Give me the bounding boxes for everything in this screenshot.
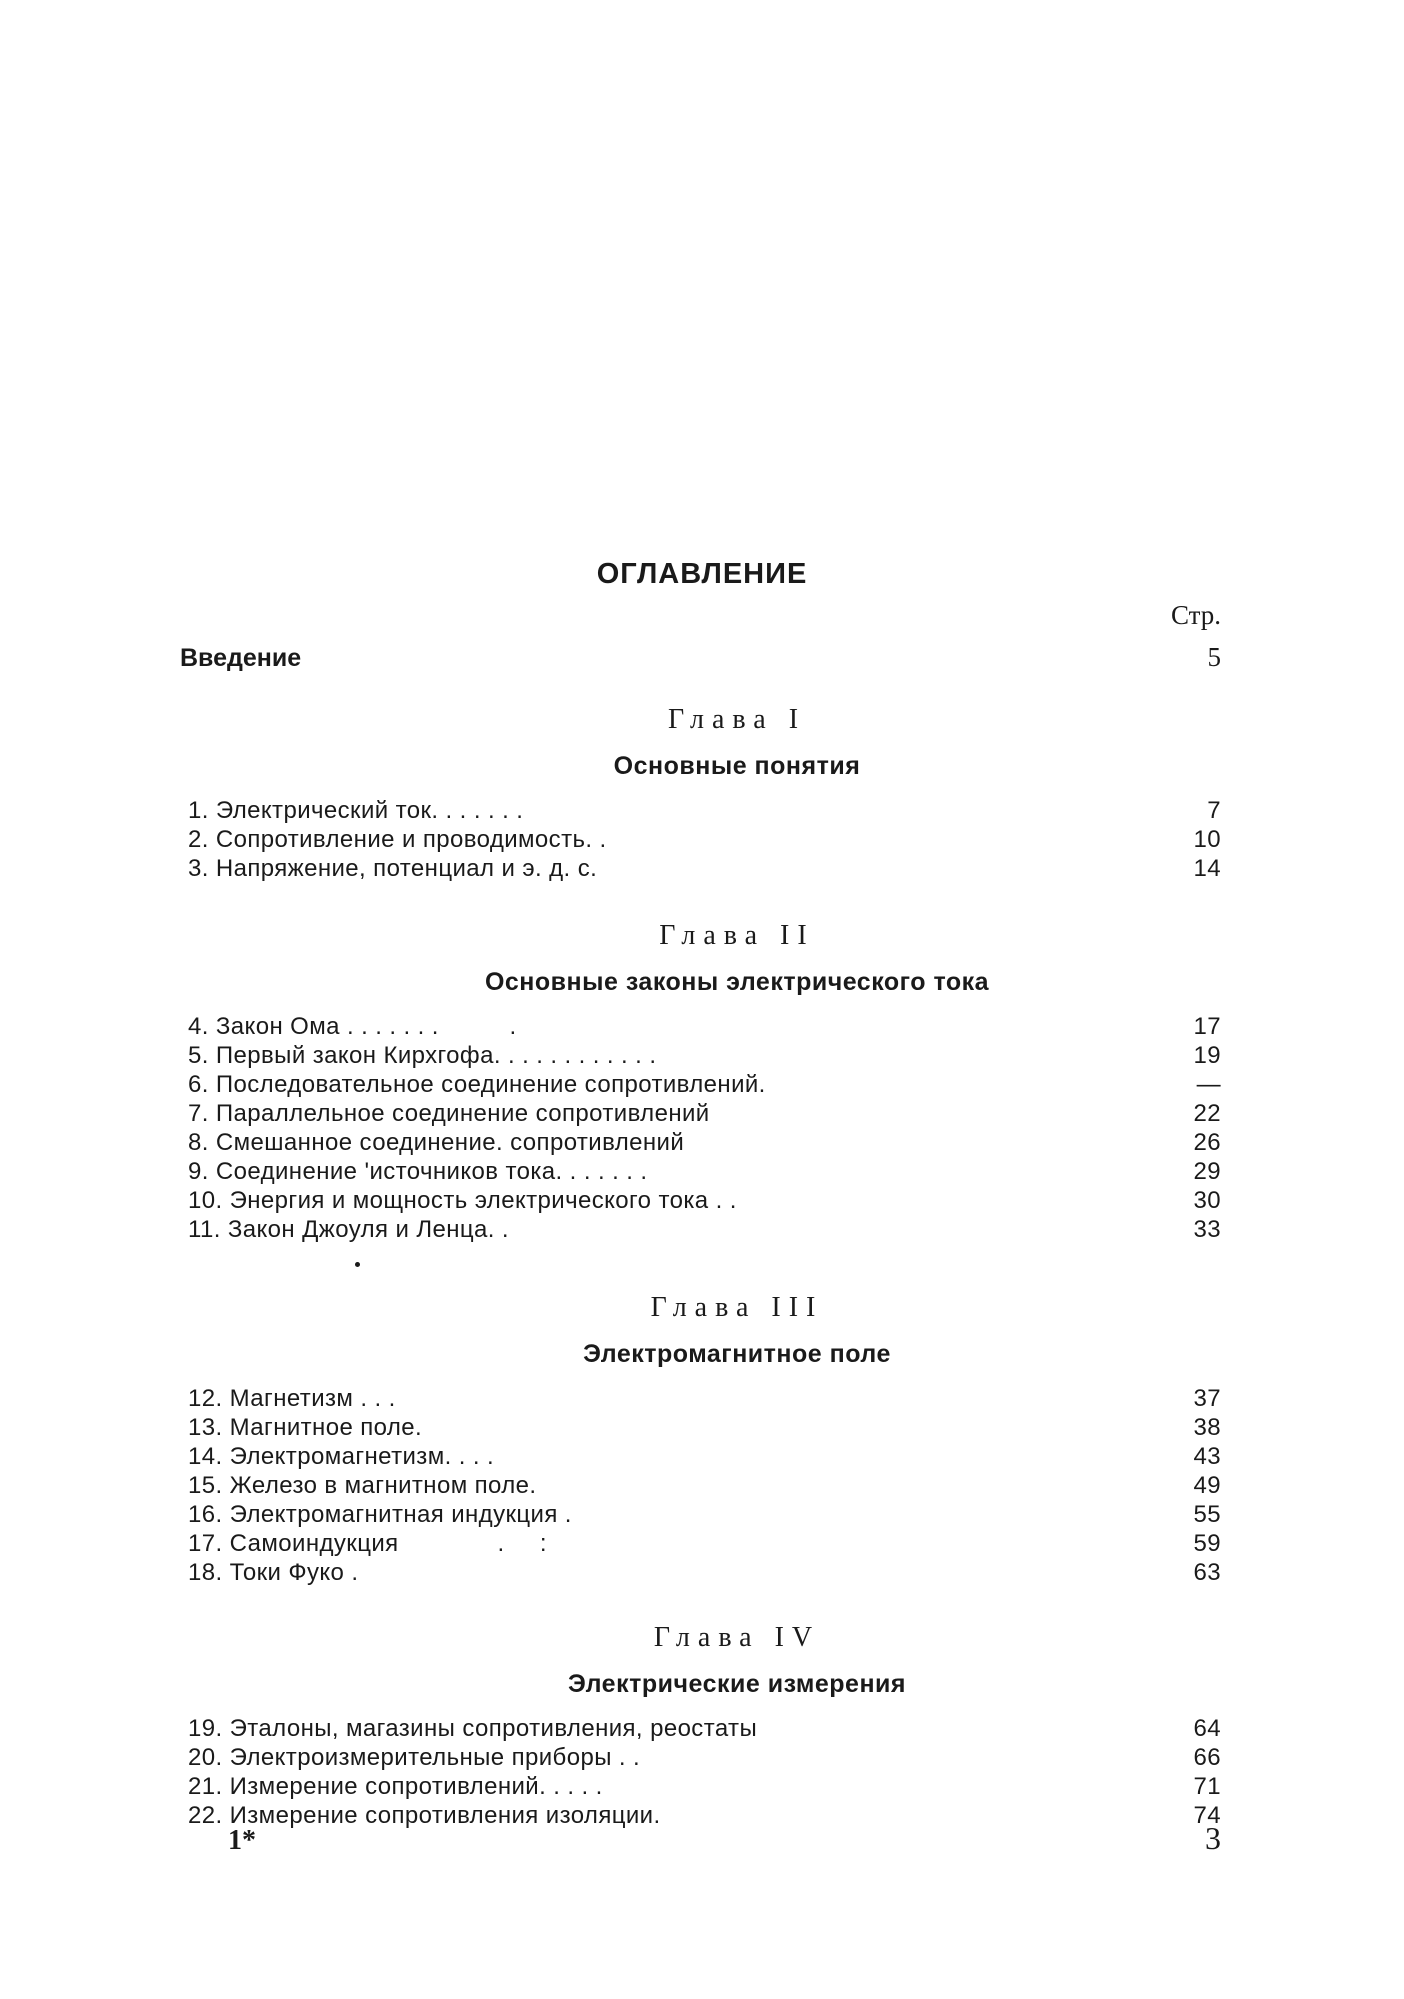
toc-entry-label: 6. Последовательное соединение сопротивлений.	[188, 1071, 766, 1098]
stray-dot	[355, 1262, 360, 1267]
toc-entry-page: 64	[1193, 1715, 1221, 1742]
toc-entry-label: 22. Измерение сопротивления изоляции.	[188, 1802, 661, 1829]
toc-entry	[188, 1772, 1221, 1801]
chapter-4	[0, 1620, 1404, 1830]
toc-entry-label: 15. Железо в магнитном поле.	[188, 1472, 537, 1499]
toc-entries	[188, 1714, 1221, 1830]
toc-entry-label: 9. Соединение 'источников тока. . . . . . .	[188, 1158, 648, 1185]
toc-entry	[188, 1215, 1221, 1244]
toc-entry-label: 21. Измерение сопротивлений. . . . .	[188, 1773, 603, 1800]
toc-entry-page: 74	[1193, 1802, 1221, 1829]
toc-entry-label: 16. Электромагнитная индукция .	[188, 1501, 572, 1528]
signature-mark: 1*	[228, 1825, 256, 1856]
chapter-1	[0, 702, 1404, 883]
toc-entry	[188, 1128, 1221, 1157]
toc-entry-label: 2. Сопротивление и проводимость. .	[188, 826, 607, 853]
toc-entry	[188, 1041, 1221, 1070]
toc-entry	[188, 825, 1221, 854]
toc-entry	[188, 1157, 1221, 1186]
page-number: 3	[1205, 1820, 1221, 1856]
page-title: ОГЛАВЛЕНИЕ	[596, 558, 808, 590]
toc-entry-page: 30	[1193, 1187, 1221, 1214]
toc-entry	[188, 1471, 1221, 1500]
toc-entry-intro	[180, 642, 1221, 673]
toc-entry-page: 66	[1193, 1744, 1221, 1771]
toc-entry	[188, 1186, 1221, 1215]
toc-entry-label: 1. Электрический ток. . . . . . .	[188, 797, 524, 824]
toc-entry	[188, 854, 1221, 883]
toc-entry	[188, 1558, 1221, 1587]
toc-entry	[188, 1714, 1221, 1743]
chapter-3	[0, 1290, 1404, 1587]
toc-entry-page: 10	[1193, 826, 1221, 853]
chapter-title: Электрические измерения	[567, 1670, 907, 1698]
toc-entry-page: 7	[1207, 797, 1221, 824]
chapter-heading: Глава II	[659, 920, 815, 951]
toc-entry-page: 17	[1193, 1013, 1221, 1040]
toc-entry-page: 14	[1193, 855, 1221, 882]
toc-entry-label: 17. Самоиндукция . :	[188, 1530, 547, 1557]
toc-entry-page: 33	[1193, 1216, 1221, 1243]
toc-entry	[188, 796, 1221, 825]
toc-entry-label: 20. Электроизмерительные приборы . .	[188, 1744, 641, 1771]
toc-entry-label: 8. Смешанное соединение. сопротивлений	[188, 1129, 685, 1156]
toc-entry-page: 71	[1193, 1773, 1221, 1800]
toc-entry-page: 29	[1193, 1158, 1221, 1185]
toc-entry	[188, 1529, 1221, 1558]
page-column-label: Стр.	[1170, 600, 1221, 630]
chapter-title: Электромагнитное поле	[583, 1340, 891, 1368]
toc-entry-page: —	[1196, 1071, 1221, 1098]
toc-entry-page: 37	[1193, 1385, 1221, 1412]
toc-entry-label: 5. Первый закон Кирхгофа. . . . . . . . . . . .	[188, 1042, 657, 1069]
chapter-title: Основные понятия	[613, 752, 861, 780]
toc-entry-label: 11. Закон Джоуля и Ленца. .	[188, 1216, 509, 1243]
toc-entry-label: 4. Закон Ома . . . . . . . .	[188, 1013, 517, 1040]
toc-entry-page: 38	[1193, 1414, 1221, 1441]
toc-entry-page: 22	[1193, 1100, 1221, 1127]
toc-entry-page: 49	[1193, 1472, 1221, 1499]
toc-entries	[188, 1384, 1221, 1587]
toc-entry	[188, 1413, 1221, 1442]
toc-entry	[188, 1442, 1221, 1471]
toc-entry-label: 10. Энергия и мощность электрического тока . .	[188, 1187, 737, 1214]
toc-entry-page: 55	[1193, 1501, 1221, 1528]
toc-entry	[188, 1099, 1221, 1128]
toc-entry	[188, 1384, 1221, 1413]
toc-entry-label: 3. Напряжение, потенциал и э. д. с.	[188, 855, 598, 882]
page-footer	[228, 1820, 1221, 1857]
toc-entry-page: 19	[1193, 1042, 1221, 1069]
toc-entry-label: 18. Токи Фуко .	[188, 1559, 359, 1586]
toc-entry-label: 19. Эталоны, магазины сопротивления, реостаты	[188, 1715, 758, 1742]
toc-entries	[188, 796, 1221, 883]
toc-entry	[188, 1500, 1221, 1529]
chapter-heading: Глава III	[650, 1292, 824, 1323]
toc-entry	[188, 1070, 1221, 1099]
toc-entry-page: 43	[1193, 1443, 1221, 1470]
toc-entry-label: 14. Электромагнетизм. . . .	[188, 1443, 495, 1470]
chapter-heading: Глава IV	[653, 1622, 821, 1653]
chapter-title: Основные законы электрического тока	[484, 968, 990, 996]
toc-entry-page: 26	[1193, 1129, 1221, 1156]
toc-entry-page: 5	[1207, 642, 1221, 672]
toc-entry-label: 13. Магнитное поле.	[188, 1414, 423, 1441]
chapter-heading: Глава I	[667, 704, 807, 735]
toc-entry	[188, 1743, 1221, 1772]
toc-entry-label: Введение	[180, 644, 302, 672]
toc-entry-label: 7. Параллельное соединение сопротивлений	[188, 1100, 710, 1127]
toc-entry-page: 63	[1193, 1559, 1221, 1586]
toc-entries	[188, 1012, 1221, 1244]
chapter-2	[0, 918, 1404, 1244]
toc-entry-label: 12. Магнетизм . . .	[188, 1385, 396, 1412]
toc-entry-page: 59	[1193, 1530, 1221, 1557]
toc-entry	[188, 1012, 1221, 1041]
